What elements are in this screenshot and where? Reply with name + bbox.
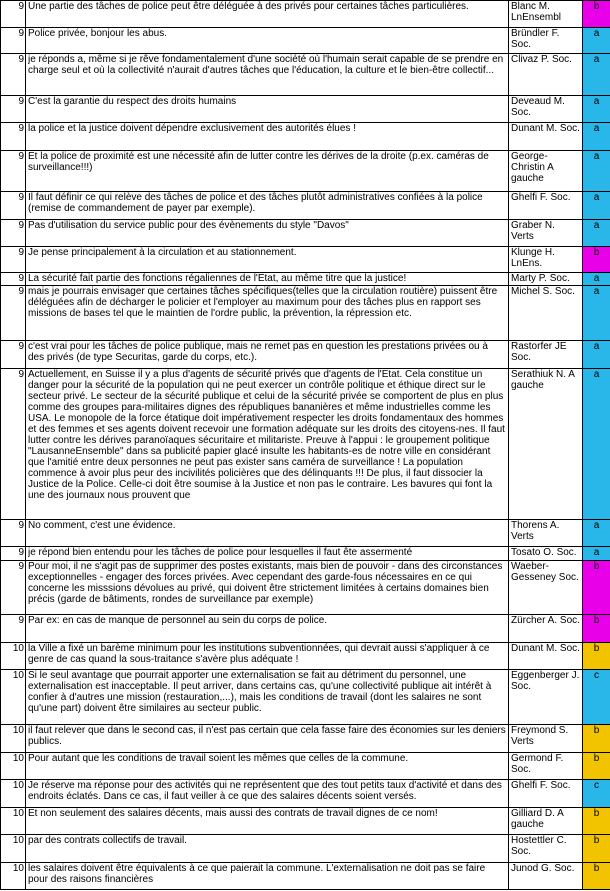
table-row [1,643,610,670]
response-text [26,780,509,808]
response-text-content: No comment, c'est une évidence. [28,520,176,531]
category-badge: b [583,808,610,835]
category-badge: a [583,192,610,220]
response-text [26,547,509,561]
author-cell [509,670,583,725]
author-cell [509,123,583,151]
author-name: Clivaz P. Soc. [511,54,572,65]
category-badge: a [583,369,610,520]
response-text [26,96,509,123]
response-text-content: Si le seul avantage que pourrait apporter une externalisation se fait au détriment du personnel, une externalisation est inacceptable. Il peut arriver, dans certains cas, qu'une collectivité publique ait intérêt à confier à d'autres une mission (restauration,...), mais les conditions de travail (dont les salaires ne sont qu'une part) doivent être similaires au secteur public. [28,670,492,714]
author-cell [509,247,583,273]
category-badge: a [583,520,610,547]
table-row [1,123,610,151]
category-badge: b [583,863,610,890]
question-number: 10 [1,725,26,753]
author-name: Graber N. Verts [511,220,555,242]
author-name: Zürcher A. Soc. [511,615,580,626]
question-number: 9 [1,341,26,369]
table-row [1,220,610,247]
response-text [26,1,509,28]
table-row [1,1,610,28]
table-row [1,273,610,286]
response-text-content: Par ex: en cas de manque de personnel au sein du corps de police. [28,615,328,626]
category-badge: a [583,273,610,286]
author-cell [509,725,583,753]
question-number: 9 [1,369,26,520]
response-text [26,863,509,890]
response-text-content: C'est la garantie du respect des droits humains [28,96,237,107]
table-row [1,725,610,753]
table-row [1,615,610,643]
question-number: 10 [1,780,26,808]
category-badge: a [583,286,610,341]
question-number: 10 [1,863,26,890]
author-cell [509,151,583,192]
response-text-content: La sécurité fait partie des fonctions régaliennes de l'Etat, au même titre que la justice! [28,273,407,284]
author-cell [509,1,583,28]
response-text-content: Et non seulement des salaires décents, mais aussi des contrats de travail dignes de ce nom! [28,808,438,819]
table-row [1,247,610,273]
table-row [1,192,610,220]
category-badge: b [583,725,610,753]
author-name: George-Christin A gauche [511,151,554,184]
response-text-content: la police et la justice doivent dépendre exclusivement des autorités élues ! [28,123,356,134]
author-name: Marty P. Soc. [511,273,570,284]
response-text-content: Il faut définir ce qui relève des tâches de police et des tâches plutôt administratives confiées à la police (remise de commandement de payer par exemple). [28,192,483,214]
category-badge: a [583,54,610,96]
author-name: Tosato O. Soc. [511,547,577,558]
author-cell [509,273,583,286]
category-badge: a [583,341,610,369]
category-badge: b [583,835,610,863]
table-row [1,753,610,780]
response-text [26,341,509,369]
question-number: 9 [1,561,26,615]
response-text [26,520,509,547]
author-cell [509,54,583,96]
table-row [1,96,610,123]
table-row [1,808,610,835]
response-text-content: Une partie des tâches de police peut être déléguée à des privés pour certaines tâches particulières. [28,1,469,12]
response-text [26,808,509,835]
table-row [1,670,610,725]
author-name: Dunant M. Soc. [511,643,580,654]
response-text-content: c'est vrai pour les tâches de police publique, mais ne remet pas en question les prestations privées ou à des privés (de type Securitas, garde du corps, etc.). [28,341,488,363]
question-number: 9 [1,220,26,247]
category-badge: b [583,753,610,780]
question-number: 9 [1,123,26,151]
response-text [26,615,509,643]
author-cell [509,286,583,341]
question-number: 9 [1,273,26,286]
table-row [1,286,610,341]
response-text-content: les salaires doivent être équivalents à ce que paierait la commune. L'externalisation ne doit pas se faire pour des raisons financières [28,863,486,885]
author-cell [509,835,583,863]
author-cell [509,220,583,247]
category-badge: a [583,96,610,123]
question-number: 10 [1,808,26,835]
author-name: Blanc M. LnEnsembl [511,1,562,23]
response-text [26,643,509,670]
question-number: 9 [1,247,26,273]
author-cell [509,369,583,520]
author-name: Freymond S. Verts [511,725,569,747]
response-text [26,286,509,341]
response-text-content: Pour autant que les conditions de travail soient les mêmes que celles de la commune. [28,753,409,764]
question-number: 9 [1,192,26,220]
category-badge: b [583,1,610,28]
author-cell [509,780,583,808]
response-text-content: je réponds a, même si je rêve fondamentalement d'une société où l'humain serait capable de se prendre en charge seul et où la collectivité n'aurait d'autres tâches que l'éducation, la culture et le bien-être collectif... [28,54,504,76]
question-number: 10 [1,835,26,863]
category-badge: c [583,780,610,808]
author-name: Deveaud M. Soc. [511,96,565,118]
response-text [26,835,509,863]
author-name: Gilliard D. A gauche [511,808,564,830]
category-badge: c [583,670,610,725]
question-number: 9 [1,151,26,192]
question-number: 9 [1,547,26,561]
table-row [1,341,610,369]
response-text [26,273,509,286]
response-text [26,151,509,192]
author-name: Serathiuk N. A gauche [511,369,575,391]
response-text-content: Pour moi, il ne s'agit pas de supprimer des postes existants, mais bien de pouvoir - dans des circonstances exceptionnelles - engager des forces privées. Avec cependant des garde-fous nécessaires en ce qui concerne les misssions dévolues au privé, qui doivent être strictement limitées à certains domaines bien précis (garde de bâtiments, rondes de surveillance par exemple) [28,561,503,605]
response-text-content: Je réserve ma réponse pour des activités qui ne représentent que des tout petits taux d'activité et dans des endroits éclatés. Dans ce cas, il faut veiller à ce que des salaires décents soient versés. [28,780,502,802]
table-row [1,28,610,54]
response-text [26,247,509,273]
response-text-content: Police privée, bonjour les abus. [28,28,167,39]
table-row [1,54,610,96]
author-name: Germond F. Soc. [511,753,564,775]
question-number: 9 [1,54,26,96]
category-badge: a [583,28,610,54]
question-number: 10 [1,643,26,670]
category-badge: a [583,123,610,151]
category-badge: a [583,547,610,561]
author-name: Junod G. Soc. [511,863,575,874]
response-text [26,725,509,753]
category-badge: b [583,615,610,643]
table-row [1,780,610,808]
author-name: Thorens A. Verts [511,520,560,542]
response-text [26,192,509,220]
category-badge: a [583,220,610,247]
author-cell [509,643,583,670]
category-badge: b [583,247,610,273]
category-badge: b [583,643,610,670]
author-cell [509,96,583,123]
table-row [1,151,610,192]
category-badge: a [583,151,610,192]
author-cell [509,341,583,369]
response-text [26,220,509,247]
question-number: 10 [1,670,26,725]
response-text [26,54,509,96]
response-text-content: je répond bien entendu pour les tâches de police pour lesquelles il faut ête assermenté [28,547,413,558]
author-name: Dunant M. Soc. [511,123,580,134]
author-name: Rastorfer JE Soc. [511,341,567,363]
author-cell [509,192,583,220]
author-cell [509,547,583,561]
table-row [1,369,610,520]
author-cell [509,753,583,780]
response-text-content: Actuellement, en Suisse il y a plus d'agents de sécurité privés que d'agents de l'Etat. Cela constitue un danger pour la sécurité de la population qui ne peut exercer un contrôle politique et éthique direct sur le secteur privé. Le secteur de la sécurité publique et celui de la sécurité privée se comportent de plus en plus comme des groupes para-militaires dignes des républiques bananières et même industrielles comme les USA. Le monopole de la force étatique doit impérativement respecter les droits fondamentaux des hommes et des femmes et ses agents doivent recevoir une formation adéquate sur les droits des citoyens-nes. Il faut lutter contre les dérives paranoïaques sécuritaire et militariste. Preuve à l'appui : le groupement politique "LausanneEnsemble" dans sa publicité papier glacé insulte les habitants-es de notre ville en considérant que l'amitié entre deux personnes ne peut pas exister sans caméra de surveillance ! La population commence à avoir plus peur des incivilités policières que des délinquants !!! De plus, il faut dissocier la Justice de la Police. Celle-ci doit être soumise à la Justice et non pas le contraire. Les bavures qui font la une des journaux nous prouvent que [28,369,505,501]
author-name: Ghelfi F. Soc. [511,192,571,203]
table-row [1,547,610,561]
author-name: Klunge H. LnEns. [511,247,555,269]
response-text-content: la Ville a fixé un barème minimum pour les institutions subventionnées, qui devrait aussi s'appliquer à ce genre de cas quand la sous-traitance s'avère plus adéquate ! [28,643,490,665]
author-cell [509,863,583,890]
author-cell [509,808,583,835]
table-row [1,561,610,615]
author-cell [509,520,583,547]
response-text-content: Et la police de proximité est une nécessité afin de lutter contre les dérives de la droite (p.ex. caméras de surveillance!!!) [28,151,489,173]
response-text-content: mais je pourrais envisager que certaines tâches spécifiques(telles que la circulation routière) puissent être déléguées afin de décharger le policier et l'employer au maximum pour des tâches plus en rapport ses missions de bases tel que le maintien de l'ordre public, la prévention, la répression etc. [28,286,498,319]
question-number: 9 [1,1,26,28]
author-cell [509,561,583,615]
author-name: Hostettler C. Soc. [511,835,567,857]
question-number: 9 [1,520,26,547]
category-badge: b [583,561,610,615]
response-text [26,670,509,725]
response-text-content: il faut relever que dans le second cas, il n'est pas certain que cela fasse faire des économies sur les deniers publics. [28,725,506,747]
table-row [1,520,610,547]
author-cell [509,615,583,643]
table-row [1,835,610,863]
author-name: Waeber-Gesseney Soc. [511,561,579,583]
author-name: Ghelfi F. Soc. [511,780,571,791]
response-text-content: Je pense principalement à la circulation et au stationnement. [28,247,297,258]
question-number: 9 [1,286,26,341]
response-text-content: Pas d'utilisation du service public pour des évènements du style "Davos" [28,220,349,231]
response-text [26,561,509,615]
response-text [26,753,509,780]
question-number: 9 [1,615,26,643]
author-name: Michel S. Soc. [511,286,575,297]
response-text [26,28,509,54]
author-name: Eggenberger J. Soc. [511,670,580,692]
question-number: 9 [1,28,26,54]
responses-table-body [1,1,610,890]
question-number: 10 [1,753,26,780]
author-cell [509,28,583,54]
table-row [1,863,610,890]
question-number: 9 [1,96,26,123]
response-text-content: par des contrats collectifs de travail. [28,835,187,846]
response-text [26,369,509,520]
author-name: Bründler F. Soc. [511,28,560,50]
response-text [26,123,509,151]
